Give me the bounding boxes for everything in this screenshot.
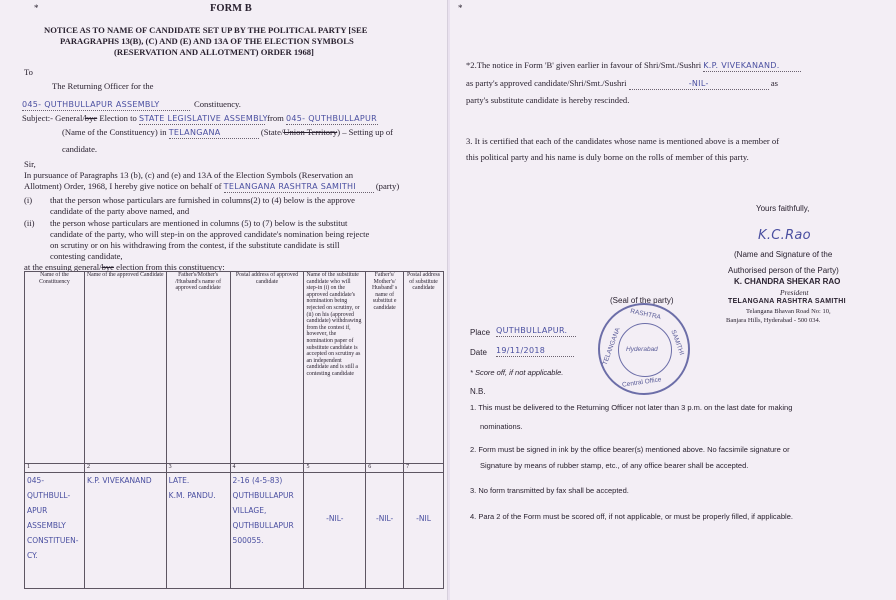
to-label: To [24, 67, 33, 77]
union-territory-strike: Union Territory [283, 127, 338, 137]
subject-from: from [267, 113, 284, 123]
date-label: Date [470, 348, 487, 357]
para-1-line-1: In pursuance of Paragraphs 13 (b), (c) and (e) and 13A of the Election Symbols (Reservation an [24, 170, 354, 180]
score-off-note: * Score off, if not applicable. [470, 368, 564, 377]
subject-from-handwritten: 045- QUTHBULLAPUR [286, 114, 378, 123]
note-1-line-2: nominations. [480, 422, 523, 431]
col-number: 2 [84, 464, 166, 473]
header-substitute-candidate: Name of the substitute candidate who will step-in (i) on the approved candidate's nomination being rejected on scrutiny, or (ii) on his (approved candidate) withdrawing from the contest if, however, the nomination paper of substitute candidate is accepted on scrutiny as an independent candidate and is still a contesting candidate [304, 272, 366, 464]
seal-label: (Seal of the party) [610, 296, 674, 305]
header-substitute-father: Father's/ Mother's/ Husband' s name of substitut e candidate [366, 272, 404, 464]
subject-assembly-handwritten: STATE LEGISLATIVE ASSEMBLY [138, 114, 268, 123]
party-handwritten: TELANGANA RASHTRA SAMITHI [224, 182, 374, 193]
form-page-right [450, 0, 896, 600]
para-3-line-2: this political party and his name is duly borne on the rolls of member of this party. [466, 152, 749, 162]
setting-up-text: ) – Setting up of [337, 127, 394, 137]
note-1-line-1: 1. This must be delivered to the Returning Officer not later than 3 p.m. on the last date for making [470, 403, 793, 412]
signatory-title: President [780, 288, 809, 297]
para-1-line-2: Allotment) Order, 1968, I hereby give notice on behalf of [24, 181, 222, 191]
cell-substitute-candidate: -NIL- [304, 473, 366, 589]
note-2-line-1: 2. Form must be signed in ink by the office bearer(s) mentioned above. No facsimile signature or [470, 445, 790, 454]
returning-officer-line: The Returning Officer for the [52, 81, 154, 91]
seal-center: Hyderabad [626, 346, 658, 353]
cell-constituency: 045- QUTHBULL- APUR ASSEMBLY CONSTITUEN- CY. [25, 473, 85, 589]
seal-ring-right: SAMITHI [669, 328, 685, 357]
item-i-line-1: that the person whose particulars are furnished in columns(2) to (4) below is the approve [50, 195, 355, 205]
candidate-table [24, 271, 444, 589]
item-i-label: (i) [24, 195, 33, 205]
note-3: 3. No form transmitted by fax shall be accepted. [470, 486, 629, 495]
place-label: Place [470, 328, 491, 337]
table-number-row [25, 464, 444, 473]
para-2-line-1: *2.The notice in Form 'B' given earlier in favour of Shri/Smt./Sushri [466, 60, 702, 70]
party-address-1: Telangana Bhavan Road No: 10, [746, 308, 831, 315]
party-name: TELANGANA RASHTRA SAMITHI [728, 298, 846, 305]
state-handwritten: TELANGANA [169, 128, 259, 139]
col-number: 7 [404, 464, 444, 473]
subject-strike: bye [84, 113, 98, 123]
star-mark: * [458, 3, 463, 13]
heading-line-2: PARAGRAPHS 13(B), (C) AND (E) AND 13A OF THE ELECTION SYMBOLS [60, 36, 354, 46]
date-handwritten: 19/11/2018 [496, 346, 574, 357]
signatory-name: K. CHANDRA SHEKAR RAO [734, 277, 841, 286]
table-row [25, 473, 444, 589]
form-title: FORM B [210, 3, 252, 14]
subject-label: Subject:- General/ [22, 113, 85, 123]
col-number: 3 [166, 464, 230, 473]
item-ii-line-3: on scrutiny or on his withdrawing from the contest, if the substitute candidate is still [50, 240, 340, 250]
yours-faithfully: Yours faithfully, [756, 204, 810, 213]
candidate-word: candidate. [62, 144, 98, 154]
header-constituency: Name of the Constituency [25, 272, 85, 464]
seal-bottom: Central Office [621, 376, 662, 389]
signature-caption-2: Authorised person of the Party) [728, 266, 839, 275]
cell-postal-address: 2-16 (4-5-83) QUTHBULLAPUR VILLAGE, QUTHBULLAPUR 500055. [230, 473, 304, 589]
place-handwritten: QUTHBULLAPUR. [496, 326, 576, 337]
signature: K.C.Rao [758, 228, 811, 243]
item-i-line-2: candidate of the party above named, and [50, 206, 190, 216]
constituency-in-label: (Name of the Constituency) in [62, 127, 167, 137]
party-word: (party) [375, 181, 400, 191]
state-text: (State/ [260, 127, 284, 137]
col-number: 4 [230, 464, 304, 473]
header-substitute-address: Postal address of substitute candidate [404, 272, 444, 464]
note-2-line-2: Signature by means of rubber stamp, etc., of any office bearer shall be accepted. [480, 461, 749, 470]
header-father-name: Father's/Mother's /Husband's name of approved candidate [166, 272, 230, 464]
salutation: Sir, [24, 159, 36, 169]
ensuing-text-2: election from this constituency: [116, 262, 225, 272]
para-2-line-2: as party's approved candidate/Shri/Smt./Sushri [466, 78, 627, 88]
para-2-as: as [770, 78, 778, 88]
header-approved-candidate: Name of the approved Candidate [84, 272, 166, 464]
cell-substitute-address: -NIL [404, 473, 444, 589]
table-header-row [25, 272, 444, 464]
party-address-2: Banjara Hills, Hyderabad - 500 034. [726, 317, 821, 324]
col-number: 1 [25, 464, 85, 473]
item-ii-label: (ii) [24, 218, 35, 228]
cell-approved-candidate: K.P. VIVEKANAND [84, 473, 166, 589]
ensuing-text: at the ensuing general/ [24, 262, 102, 272]
star-mark: * [34, 3, 39, 13]
col-number: 5 [304, 464, 366, 473]
col-number: 6 [366, 464, 404, 473]
signature-caption-1: (Name and Signature of the [734, 250, 833, 259]
item-ii-line-1: the person whose particulars are mentioned in columns (5) to (7) below is the substitut [50, 218, 348, 228]
cell-substitute-father: -NIL- [366, 473, 404, 589]
para-2-candidate-handwritten: K.P. VIVEKANAND. [703, 61, 801, 72]
seal-ring-top: RASHTRA [629, 307, 662, 322]
party-seal-stamp [598, 303, 690, 395]
subject-election-to: Election to [99, 113, 137, 123]
para-2-line-3: party's substitute candidate is hereby rescinded. [466, 95, 630, 105]
para-2-substitute-handwritten: -NIL- [629, 79, 769, 90]
cell-father-name: LATE. K.M. PANDU. [166, 473, 230, 589]
constituency-handwritten: 045- QUTHBULLAPUR ASSEMBLY [22, 100, 190, 111]
item-ii-line-4: contesting candidate, [50, 251, 123, 261]
nb-label: N.B. [470, 387, 486, 396]
seal-ring-left: TELANGANA [601, 326, 622, 367]
constituency-word: Constituency. [194, 99, 241, 109]
note-4: 4. Para 2 of the Form must be scored off, if not applicable, or must be properly filled, if applicable. [470, 512, 793, 521]
ensuing-strike: bye [101, 262, 114, 272]
para-3-line-1: 3. It is certified that each of the candidates whose name is mentioned above is a member of [466, 136, 780, 146]
heading-line-3: (RESERVATION AND ALLOTMENT) ORDER 1968] [114, 47, 314, 57]
header-postal-address: Postal address of approved candidate [230, 272, 304, 464]
heading-line-1: NOTICE AS TO NAME OF CANDIDATE SET UP BY THE POLITICAL PARTY [SEE [44, 25, 368, 35]
item-ii-line-2: candidate of the party, who will step-in on the approved candidate's nomination being rejecte [50, 229, 370, 239]
